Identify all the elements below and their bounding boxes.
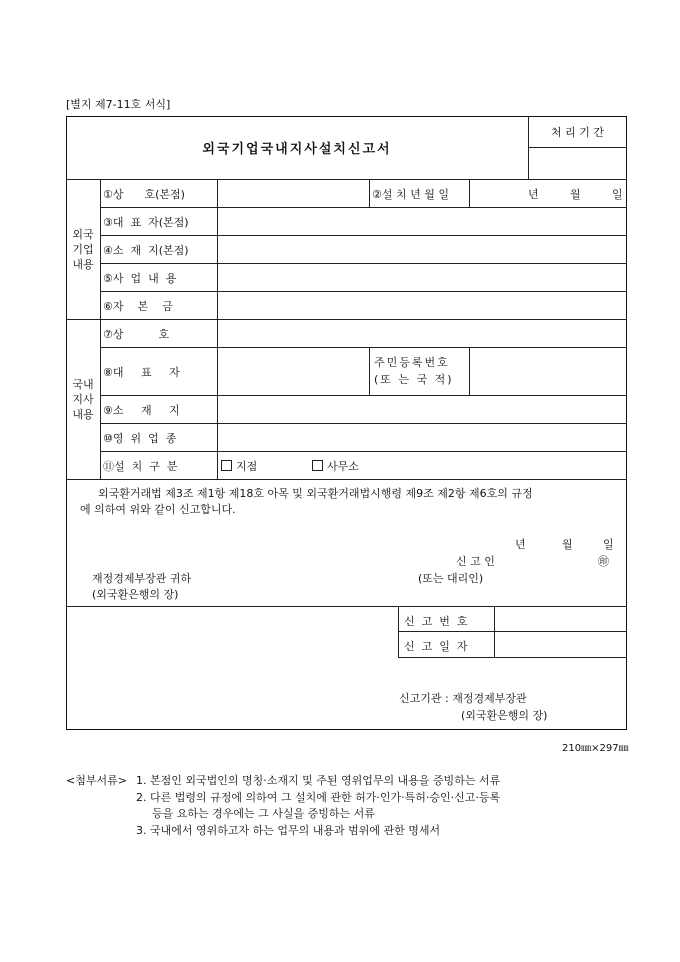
- row-line: [100, 451, 627, 452]
- reporting-agency: 신고기관 : 재정경제부장관: [399, 692, 527, 705]
- row-line: [100, 263, 627, 264]
- option-branch[interactable]: [221, 458, 257, 474]
- id-label-divider: [369, 347, 370, 395]
- field-branch-name[interactable]: [220, 322, 624, 344]
- label-value-divider: [217, 179, 218, 479]
- nationality-label: (또 는 국 적): [374, 373, 454, 386]
- reporting-agency-sub: (외국환은행의 장): [461, 709, 548, 722]
- row-line: [100, 235, 627, 236]
- office-left-divider: [398, 606, 399, 657]
- attachment-item-1: 1. 본점인 외국법인의 명칭·소재지 및 주된 영위업무의 내용을 증빙하는 서류: [136, 774, 501, 787]
- report-number-label: 신 고 번 호: [404, 615, 468, 628]
- row-line: [100, 395, 627, 396]
- attachment-item-3: 3. 국내에서 영위하고자 하는 업무의 내용과 범위에 관한 명세서: [136, 824, 441, 837]
- field-business[interactable]: [220, 266, 624, 288]
- field-label-business: ⑤사 업 내 용: [103, 272, 177, 285]
- section-line: [66, 319, 627, 320]
- processing-period-label: 처 리 기 간: [551, 126, 604, 139]
- declaration-bottom-line: [66, 606, 627, 607]
- row-line: [100, 291, 627, 292]
- declaration-text-line1: 외국환거래법 제3조 제1항 제18호 아목 및 외국환거래법시행령 제9조 제2항 제6호의 규정: [98, 487, 533, 500]
- field-location[interactable]: [220, 238, 624, 260]
- field-establish-date[interactable]: [472, 182, 624, 204]
- checkbox-office[interactable]: [312, 460, 323, 471]
- date-label-divider: [369, 179, 370, 207]
- row-line: [100, 347, 627, 348]
- field-id-number[interactable]: [472, 350, 624, 392]
- field-label-establish-date: ②설 치 년 월 일: [372, 188, 449, 201]
- id-number-label: 주민등록번호: [374, 356, 450, 369]
- declaration-month: 월: [562, 538, 573, 551]
- office-mid-divider: [494, 606, 495, 657]
- date-year-label: 년: [528, 188, 539, 201]
- declaration-day: 일: [603, 538, 614, 551]
- recipient: 재정경제부장관 귀하: [92, 572, 192, 585]
- office-row-line: [398, 631, 627, 632]
- field-label-branch-location: ⑨소 재 지: [103, 404, 180, 417]
- section-foreign-company-label: 외국 기업 내용: [72, 228, 94, 271]
- declaration-year: 년: [515, 538, 526, 551]
- field-branch-rep[interactable]: [220, 350, 366, 392]
- attachment-item-2: 2. 다른 법령의 규정에 의하여 그 설치에 관한 허가·인가·특허·승인·신고·등록: [136, 791, 501, 804]
- field-label-branch-name: ⑦상 호: [103, 328, 170, 341]
- date-month-label: 월: [570, 188, 581, 201]
- attachment-item-2-cont: 등을 요하는 경우에는 그 사실을 증빙하는 서류: [152, 807, 375, 820]
- report-date-label: 신 고 일 자: [404, 640, 468, 653]
- recipient-sub: (외국환은행의 장): [92, 588, 179, 601]
- form-title: 외국기업국내지사설치신고서: [202, 142, 392, 157]
- row-line: [100, 423, 627, 424]
- row-line: [100, 207, 627, 208]
- office-row-line: [398, 657, 627, 658]
- field-label-location: ④소 재 지(본점): [103, 244, 189, 257]
- seal-mark: ㊞: [598, 555, 609, 568]
- form-reference: [별지 제7-11호 서식]: [66, 98, 171, 111]
- date-day-label: 일: [612, 188, 623, 201]
- id-value-divider: [469, 347, 470, 395]
- option-branch-label: 지점: [236, 460, 258, 473]
- processing-divider: [528, 147, 627, 148]
- declaration-text-line2: 에 의하여 위와 같이 신고합니다.: [80, 503, 236, 516]
- field-label-representative: ③대 표 자(본점): [103, 216, 189, 229]
- field-label-setup-type: ⑪설 치 구 분: [103, 460, 178, 473]
- field-representative[interactable]: [220, 210, 624, 232]
- field-label-branch-rep: ⑧대 표 자: [103, 366, 180, 379]
- date-value-divider: [469, 179, 470, 207]
- field-branch-industry[interactable]: [220, 426, 624, 448]
- option-office-label: 사무소: [327, 460, 359, 473]
- title-bottom-line: [66, 179, 627, 180]
- field-report-date[interactable]: [497, 634, 624, 654]
- field-label-capital: ⑥자 본 금: [103, 300, 173, 313]
- paper-size: 210㎜×297㎜: [562, 743, 629, 754]
- option-office[interactable]: [312, 458, 359, 474]
- field-report-number[interactable]: [497, 609, 624, 629]
- field-label-company-name: ①상 호(본점): [103, 188, 185, 201]
- field-company-name[interactable]: [220, 182, 366, 204]
- processing-period-value[interactable]: [532, 152, 622, 174]
- attachments-label: <첨부서류>: [66, 774, 127, 787]
- agent-label: (또는 대리인): [418, 572, 484, 585]
- reporter-label: 신 고 인: [456, 555, 495, 568]
- field-label-branch-industry: ⑩영 위 업 종: [103, 432, 177, 445]
- section-line: [66, 479, 627, 480]
- section-domestic-branch-label: 국내 지사 내용: [72, 378, 94, 421]
- field-capital[interactable]: [220, 294, 624, 316]
- field-branch-location[interactable]: [220, 398, 624, 420]
- section-label-divider: [100, 179, 101, 479]
- checkbox-branch[interactable]: [221, 460, 232, 471]
